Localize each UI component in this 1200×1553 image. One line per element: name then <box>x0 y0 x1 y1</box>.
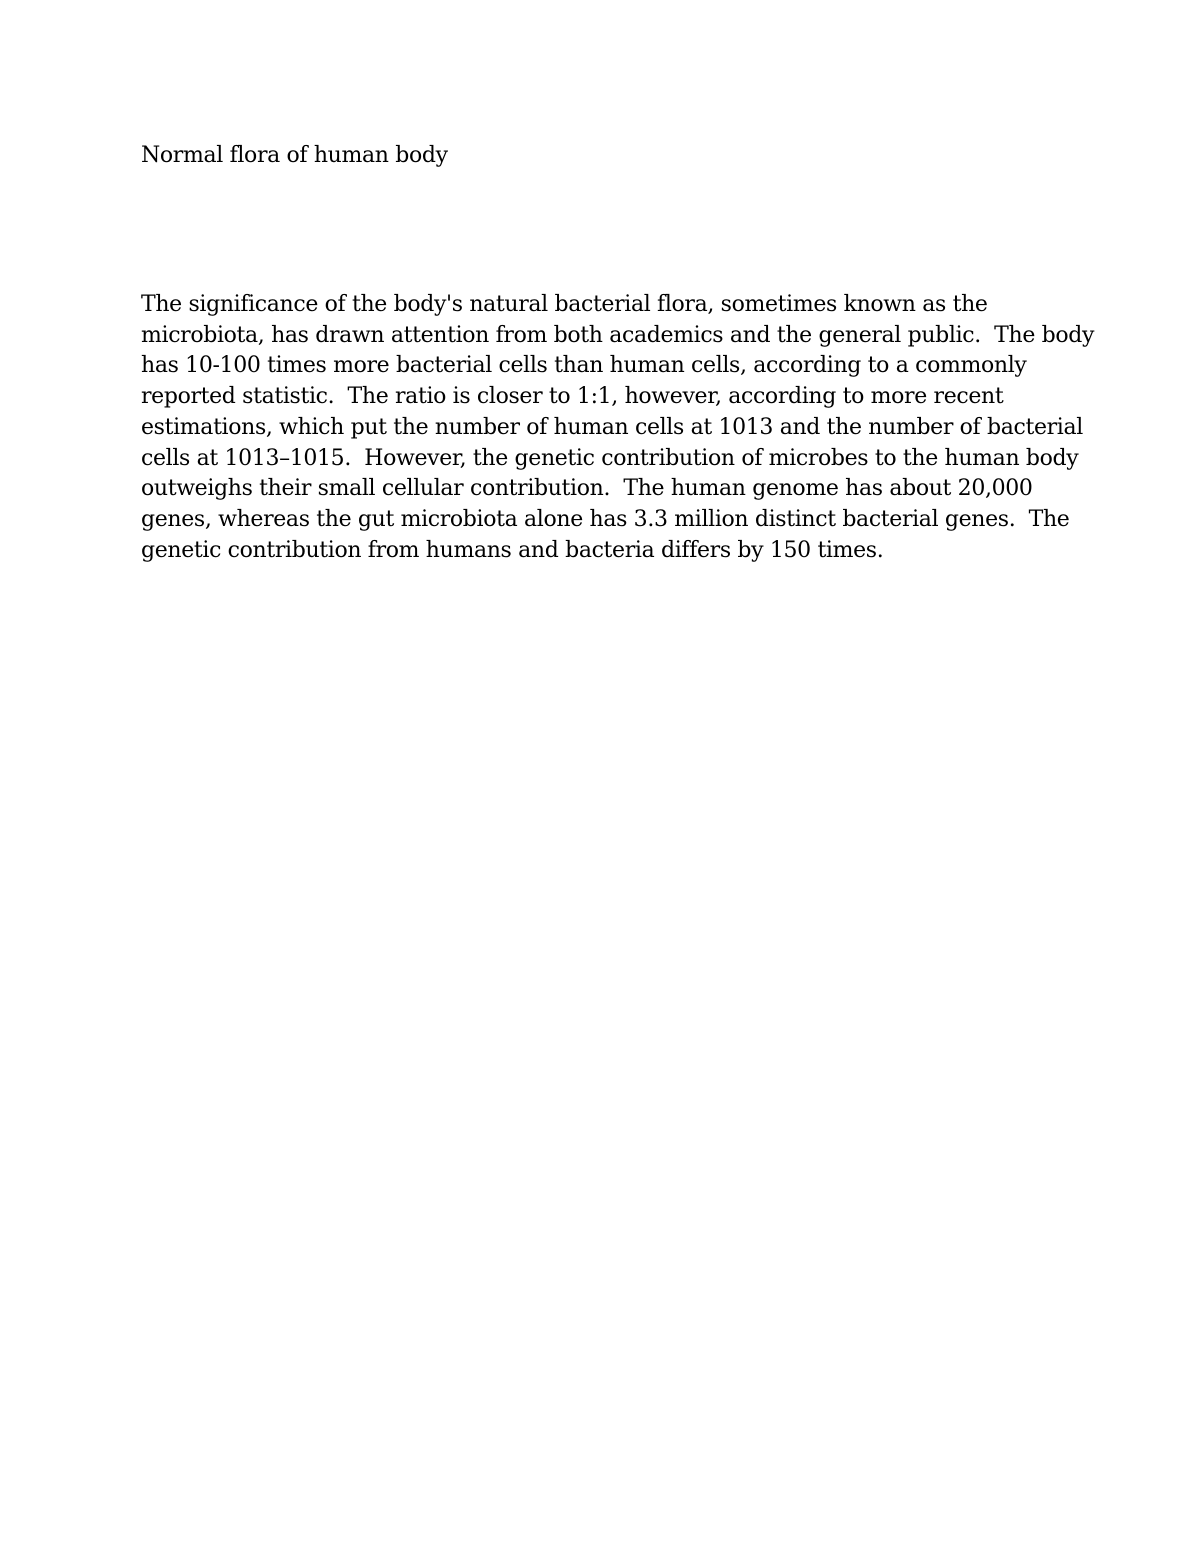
paragraph-line: reported statistic. The ratio is closer to 1:1, however, according to more recent <box>141 384 1004 410</box>
document-title: Normal flora of human body <box>141 143 448 168</box>
paragraph-line: microbiota, has drawn attention from both academics and the general public. The body <box>141 322 1095 348</box>
paragraph-line: genes, whereas the gut microbiota alone has 3.3 million distinct bacterial genes. The <box>141 506 1070 532</box>
paragraph-line: The significance of the body's natural bacterial flora, sometimes known as the <box>141 292 988 317</box>
paragraph-line: has 10-100 times more bacterial cells than human cells, according to a commonly <box>141 353 1027 379</box>
paragraph-line: estimations, which put the number of human cells at 1013 and the number of bacterial <box>141 414 1083 440</box>
paragraph-line: cells at 1013–1015. However, the genetic contribution of microbes to the human body <box>141 445 1079 471</box>
paragraph-line: outweighs their small cellular contribution. The human genome has about 20,000 <box>141 476 1033 502</box>
paragraph-line: genetic contribution from humans and bacteria differs by 150 times. <box>141 537 884 563</box>
body-paragraph <box>141 290 1095 566</box>
